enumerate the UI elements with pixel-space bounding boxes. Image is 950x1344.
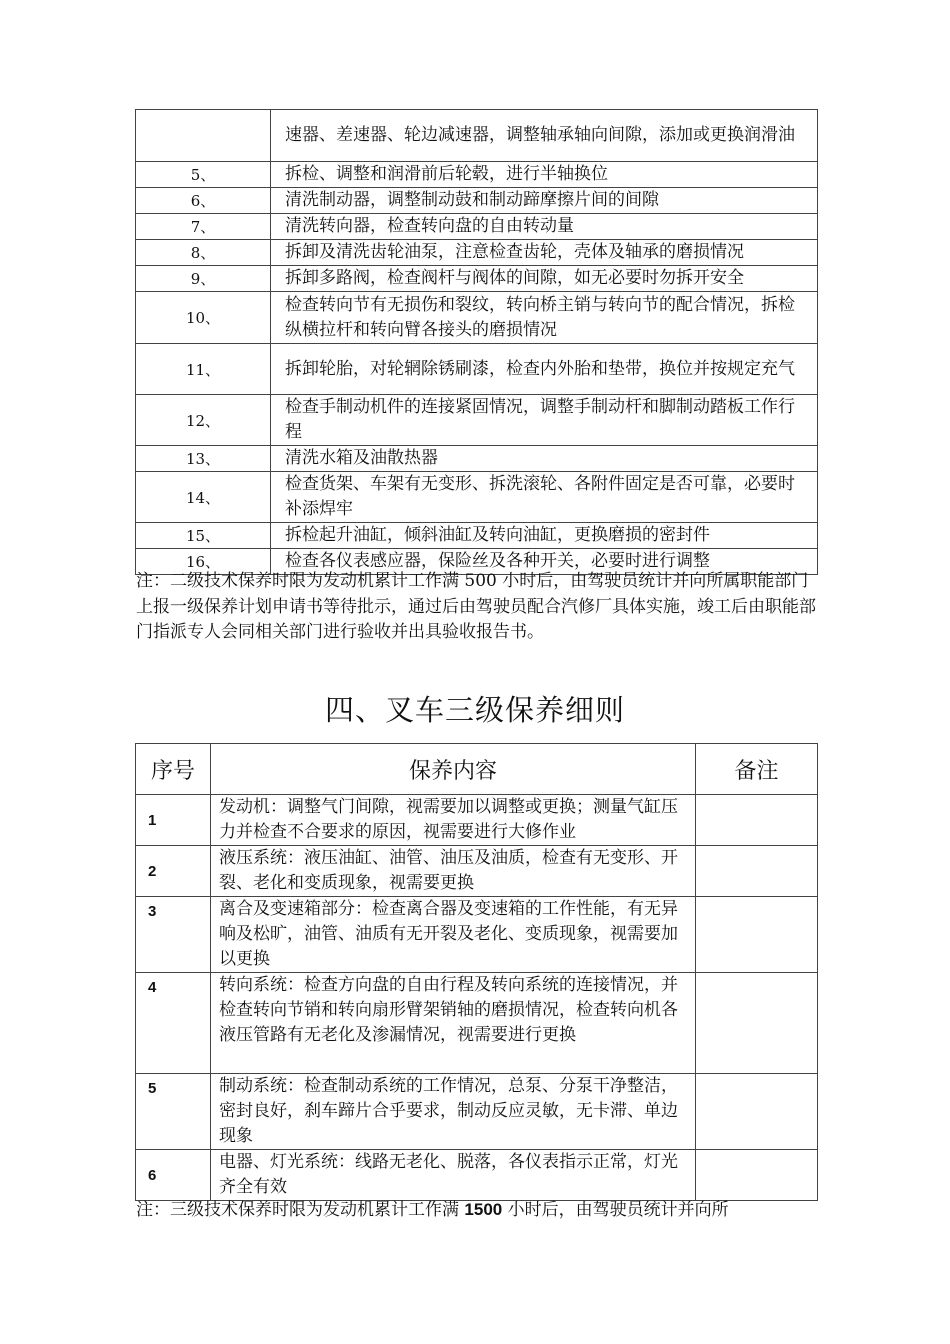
table-row — [136, 1150, 818, 1201]
row-number: 5、 — [136, 162, 271, 188]
row-number: 3 — [136, 897, 211, 973]
row-content: 拆检起升油缸，倾斜油缸及转向油缸，更换磨损的密封件 — [271, 523, 818, 549]
header-remark: 备注 — [696, 744, 818, 795]
row-content: 检查各仪表感应器，保险丝及各种开关，必要时进行调整 — [271, 549, 818, 575]
note-suffix: 小时后，由驾驶员统计并向所 — [502, 1200, 729, 1220]
level2-maintenance-table — [135, 109, 818, 575]
row-content: 液压系统：液压油缸、油管、油压及油质，检查有无变形、开裂、老化和变质现象，视需要更换 — [211, 846, 696, 897]
row-number: 5 — [136, 1074, 211, 1150]
row-number: 10、 — [136, 292, 271, 344]
row-remark — [696, 1074, 818, 1150]
row-content: 制动系统：检查制动系统的工作情况，总泵、分泵干净整洁，密封良好，刹车蹄片合乎要求，制动反应灵敏，无卡滞、单边现象 — [211, 1074, 696, 1150]
section-title: 四、叉车三级保养细则 — [324, 693, 625, 727]
row-number: 8、 — [136, 240, 271, 266]
table-row — [136, 162, 818, 188]
row-content: 拆检、调整和润滑前后轮毂，进行半轴换位 — [271, 162, 818, 188]
row-content: 清洗制动器，调整制动鼓和制动蹄摩擦片间的间隙 — [271, 188, 818, 214]
row-number: 4 — [136, 973, 211, 1074]
note-prefix: 注：三级技术保养时限为发动机累计工作满 — [136, 1200, 465, 1220]
row-remark — [696, 846, 818, 897]
table-row — [136, 292, 818, 344]
row-number: 16、 — [136, 549, 271, 575]
row-content: 检查货架、车架有无变形、拆洗滚轮、各附件固定是否可靠，必要时补添焊牢 — [271, 472, 818, 523]
table-row — [136, 214, 818, 240]
row-number: 11、 — [136, 344, 271, 395]
row-content: 拆卸多路阀，检查阀杆与阀体的间隙，如无必要时勿拆开安全 — [271, 266, 818, 292]
row-number: 13、 — [136, 446, 271, 472]
table-row — [136, 795, 818, 846]
row-remark — [696, 973, 818, 1074]
row-number: 9、 — [136, 266, 271, 292]
row-content: 清洗转向器，检查转向盘的自由转动量 — [271, 214, 818, 240]
row-content: 拆卸及清洗齿轮油泵，注意检查齿轮，壳体及轴承的磨损情况 — [271, 240, 818, 266]
row-number: 15、 — [136, 523, 271, 549]
row-number: 1 — [136, 795, 211, 846]
header-content: 保养内容 — [211, 744, 696, 795]
row-content: 检查转向节有无损伤和裂纹，转向桥主销与转向节的配合情况，拆检纵横拉杆和转向臂各接头的磨损情况 — [271, 292, 818, 344]
row-number: 12、 — [136, 395, 271, 446]
table-row — [136, 1074, 818, 1150]
row-number: 6 — [136, 1150, 211, 1201]
row-number: 7、 — [136, 214, 271, 240]
row-number — [136, 110, 271, 162]
level3-note — [136, 1197, 816, 1224]
level3-maintenance-table — [135, 743, 818, 1201]
row-content: 拆卸轮胎，对轮辋除锈刷漆，检查内外胎和垫带，换位并按规定充气 — [271, 344, 818, 395]
row-content: 清洗水箱及油散热器 — [271, 446, 818, 472]
row-content: 检查手制动机件的连接紧固情况，调整手制动杆和脚制动踏板工作行程 — [271, 395, 818, 446]
table-row — [136, 395, 818, 446]
row-content: 离合及变速箱部分：检查离合器及变速箱的工作性能，有无异响及松旷，油管、油质有无开裂及老化、变质现象，视需要加以更换 — [211, 897, 696, 973]
table-row — [136, 446, 818, 472]
row-content: 电器、灯光系统：线路无老化、脱落，各仪表指示正常，灯光齐全有效 — [211, 1150, 696, 1201]
row-number: 14、 — [136, 472, 271, 523]
table-row — [136, 240, 818, 266]
row-remark — [696, 795, 818, 846]
table-row — [136, 846, 818, 897]
table-row — [136, 523, 818, 549]
row-remark — [696, 897, 818, 973]
header-number: 序号 — [136, 744, 211, 795]
table-row — [136, 472, 818, 523]
table-row — [136, 188, 818, 214]
row-number: 6、 — [136, 188, 271, 214]
table-header-row — [136, 744, 818, 795]
note-hours: 1500 — [464, 1200, 503, 1219]
row-content: 发动机：调整气门间隙，视需要加以调整或更换；测量气缸压力并检查不合要求的原因，视需要进行大修作业 — [211, 795, 696, 846]
table-row — [136, 897, 818, 973]
row-number: 2 — [136, 846, 211, 897]
level2-note: 注：二级技术保养时限为发动机累计工作满 500 小时后，由驾驶员统计并向所属职能部门上报一级保养计划申请书等待批示，通过后由驾驶员配合汽修厂具体实施，竣工后由职能部门指派专人会同相关部门进行验收并出具验收报告书。 — [136, 571, 816, 642]
row-content: 速器、差速器、轮边减速器，调整轴承轴向间隙，添加或更换润滑油 — [271, 110, 818, 162]
table-row — [136, 110, 818, 162]
table-row — [136, 973, 818, 1074]
row-remark — [696, 1150, 818, 1201]
table-row — [136, 344, 818, 395]
table-row — [136, 266, 818, 292]
row-content: 转向系统：检查方向盘的自由行程及转向系统的连接情况，并检查转向节销和转向扇形臂架销轴的磨损情况，检查转向机各液压管路有无老化及渗漏情况，视需要进行更换 — [211, 973, 696, 1074]
